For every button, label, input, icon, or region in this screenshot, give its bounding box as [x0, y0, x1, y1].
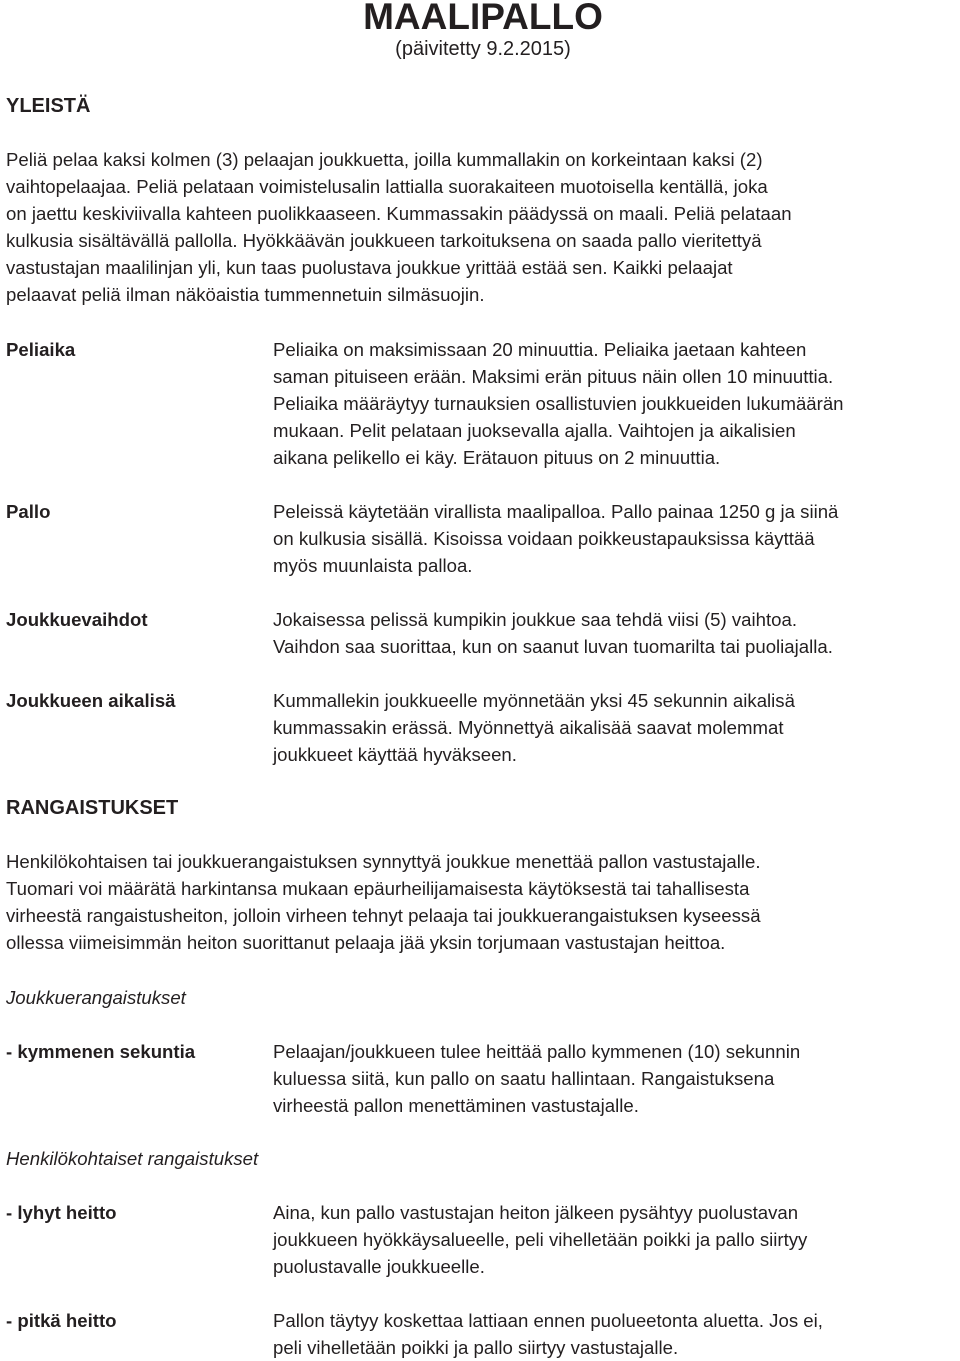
- desc-line: puolustavalle joukkueelle.: [273, 1256, 485, 1277]
- paragraph-line: vastustajan maalilinjan yli, kun taas puolustava joukkue yrittää estää sen. Kaikki pelaajat: [6, 257, 733, 278]
- desc-line: saman pituiseen erään. Maksimi erän pituus näin ollen 10 minuuttia.: [273, 366, 834, 387]
- desc-line: peli vihelletään poikki ja pallo siirtyy vastustajalle.: [273, 1337, 679, 1358]
- rule-term-aikalisa: Joukkueen aikalisä: [6, 690, 176, 711]
- desc-line: Peleissä käytetään virallista maalipalloa. Pallo painaa 1250 g ja siinä: [273, 501, 839, 522]
- subheading-personal-penalties: Henkilökohtaiset rangaistukset: [6, 1148, 259, 1169]
- rule-term-joukkuevaihdot: Joukkuevaihdot: [6, 609, 148, 630]
- general-paragraph: [6, 146, 956, 308]
- penalty-term-short-throw: - lyhyt heitto: [6, 1202, 117, 1223]
- document-title: MAALIPALLO: [363, 0, 603, 37]
- paragraph-line: kulkusia sisältävällä pallolla. Hyökkäävän joukkueen tarkoituksena on saada pallo vieritettyä: [6, 230, 762, 251]
- penalty-desc-long-throw: [273, 1307, 960, 1361]
- desc-line: myös muunlaista palloa.: [273, 555, 473, 576]
- rule-desc-joukkuevaihdot: [273, 606, 960, 660]
- paragraph-line: Tuomari voi määrätä harkintansa mukaan epäurheilijamaisesta käytöksestä tai tahallisesta: [6, 878, 750, 899]
- penalty-term-long-throw: - pitkä heitto: [6, 1310, 117, 1331]
- paragraph-line: virheestä rangaistusheiton, jolloin virheen tehnyt pelaaja tai joukkuerangaistuksen kyseessä: [6, 905, 761, 926]
- desc-line: joukkueet käyttää hyväkseen.: [273, 744, 517, 765]
- section-heading-general: YLEISTÄ: [6, 95, 91, 117]
- penalty-desc-short-throw: [273, 1199, 960, 1280]
- desc-line: Pelaajan/joukkueen tulee heittää pallo kymmenen (10) sekunnin: [273, 1041, 801, 1062]
- desc-line: on kulkusia sisällä. Kisoissa voidaan poikkeustapauksissa käyttää: [273, 528, 815, 549]
- desc-line: Pallon täytyy koskettaa lattiaan ennen puolueetonta aluetta. Jos ei,: [273, 1310, 823, 1331]
- penalties-paragraph: [6, 848, 956, 956]
- desc-line: Jokaisessa pelissä kumpikin joukkue saa tehdä viisi (5) vaihtoa.: [273, 609, 797, 630]
- update-date: (päivitetty 9.2.2015): [395, 38, 571, 60]
- desc-line: Vaihdon saa suorittaa, kun on saanut luvan tuomarilta tai puoliajalla.: [273, 636, 833, 657]
- penalty-term-ten-seconds: - kymmenen sekuntia: [6, 1041, 196, 1062]
- desc-line: kummassakin erässä. Myönnettyä aikalisää saavat molemmat: [273, 717, 784, 738]
- rule-term-peliaika: Peliaika: [6, 339, 76, 360]
- penalty-desc-ten-seconds: [273, 1038, 960, 1119]
- rule-desc-peliaika: [273, 336, 960, 471]
- desc-line: mukaan. Pelit pelataan juoksevalla ajalla. Vaihtojen ja aikalisien: [273, 420, 796, 441]
- rule-desc-aikalisa: [273, 687, 960, 768]
- desc-line: aikana pelikello ei käy. Erätauon pituus on 2 minuuttia.: [273, 447, 721, 468]
- desc-line: Peliaika on maksimissaan 20 minuuttia. Peliaika jaetaan kahteen: [273, 339, 807, 360]
- desc-line: virheestä pallon menettäminen vastustajalle.: [273, 1095, 639, 1116]
- paragraph-line: vaihtopelaajaa. Peliä pelataan voimistelusalin lattialla suorakaiteen muotoisella kentällä, joka: [6, 176, 768, 197]
- desc-line: Peliaika määräytyy turnauksien osallistuvien joukkueiden lukumäärän: [273, 393, 844, 414]
- desc-line: joukkueen hyökkäysalueelle, peli vihelletään poikki ja pallo siirtyy: [273, 1229, 808, 1250]
- desc-line: Kummallekin joukkueelle myönnetään yksi 45 sekunnin aikalisä: [273, 690, 795, 711]
- rule-term-pallo: Pallo: [6, 501, 51, 522]
- section-heading-penalties: RANGAISTUKSET: [6, 797, 179, 819]
- paragraph-line: Peliä pelaa kaksi kolmen (3) pelaajan joukkuetta, joilla kummallakin on korkeintaan kaksi (2): [6, 149, 763, 170]
- paragraph-line: on jaettu keskiviivalla kahteen puolikkaaseen. Kummassakin päädyssä on maali. Peliä pelataan: [6, 203, 792, 224]
- paragraph-line: pelaavat peliä ilman näköaistia tummennetuin silmäsuojin.: [6, 284, 485, 305]
- paragraph-line: ollessa viimeisimmän heiton suorittanut pelaaja jää yksin torjumaan vastustajan heittoa.: [6, 932, 726, 953]
- rule-desc-pallo: [273, 498, 960, 579]
- paragraph-line: Henkilökohtaisen tai joukkuerangaistuksen synnyttyä joukkue menettää pallon vastustajalle.: [6, 851, 761, 872]
- desc-line: Aina, kun pallo vastustajan heiton jälkeen pysähtyy puolustavan: [273, 1202, 799, 1223]
- subheading-team-penalties: Joukkuerangaistukset: [6, 987, 186, 1008]
- desc-line: kuluessa siitä, kun pallo on saatu hallintaan. Rangaistuksena: [273, 1068, 775, 1089]
